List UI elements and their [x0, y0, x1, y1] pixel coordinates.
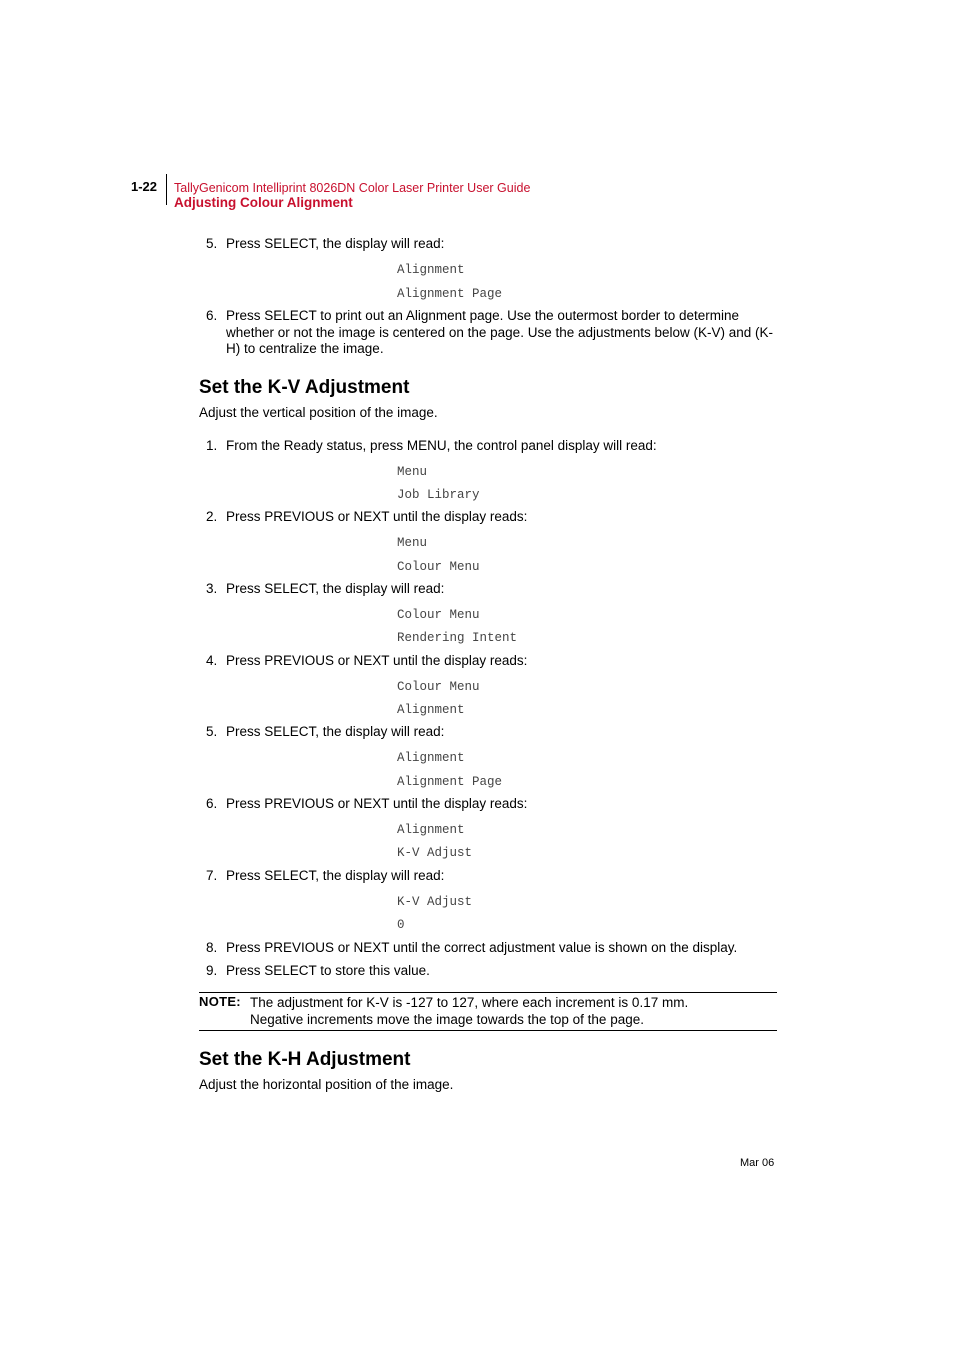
kv-heading: Set the K-V Adjustment: [199, 377, 410, 398]
display-line: Alignment: [397, 263, 465, 277]
note-label: NOTE:: [199, 994, 241, 1009]
step-text: Press PREVIOUS or NEXT until the display reads:: [226, 509, 528, 524]
step-text: Press SELECT, the display will read:: [226, 581, 445, 596]
kh-heading: Set the K-H Adjustment: [199, 1049, 411, 1070]
display-line: 0: [397, 918, 405, 932]
step-text: Press SELECT, the display will read:: [226, 868, 445, 883]
display-line: K-V Adjust: [397, 895, 473, 909]
step-number: 7.: [206, 868, 218, 883]
step-number: 3.: [206, 581, 218, 596]
note-line: The adjustment for K-V is -127 to 127, where each increment is 0.17 mm.: [250, 995, 689, 1010]
step-number: 9.: [206, 963, 218, 978]
step-text: Press PREVIOUS or NEXT until the display reads:: [226, 796, 528, 811]
display-line: Colour Menu: [397, 680, 480, 694]
step-number: 5.: [206, 236, 218, 251]
display-line: Menu: [397, 536, 428, 550]
guide-title: TallyGenicom Intelliprint 8026DN Color Laser Printer User Guide: [174, 181, 531, 195]
note-line: Negative increments move the image towards the top of the page.: [250, 1012, 644, 1027]
page-number: 1-22: [131, 179, 158, 194]
step-number: 8.: [206, 940, 218, 955]
kh-description: Adjust the horizontal position of the image.: [199, 1077, 454, 1092]
note-top-rule: [199, 992, 777, 993]
display-line: Colour Menu: [397, 560, 480, 574]
step-number: 5.: [206, 724, 218, 739]
footer-date: Mar 06: [740, 1157, 775, 1169]
display-line: Alignment: [397, 751, 465, 765]
step-text: Press SELECT, the display will read:: [226, 724, 445, 739]
display-line: Alignment Page: [397, 775, 503, 789]
step-text: Press PREVIOUS or NEXT until the correct adjustment value is shown on the display.: [226, 940, 738, 955]
step-text: From the Ready status, press MENU, the control panel display will read:: [226, 438, 657, 453]
step-text: Press SELECT to print out an Alignment page. Use the outermost border to determine whether or not the image is centered on the page. Use the adjustments below (K-V) and (K-H) to centralize the image.: [226, 308, 774, 356]
step-number: 4.: [206, 653, 218, 668]
header-divider: [166, 174, 167, 205]
step-text: Press SELECT to store this value.: [226, 963, 430, 978]
note-text: [250, 994, 688, 1028]
display-line: Rendering Intent: [397, 631, 518, 645]
display-line: Job Library: [397, 488, 480, 502]
note-bottom-rule: [199, 1030, 777, 1031]
section-title: Adjusting Colour Alignment: [174, 195, 353, 210]
step-number: 1.: [206, 438, 218, 453]
display-line: Alignment: [397, 823, 465, 837]
display-line: K-V Adjust: [397, 846, 473, 860]
display-line: Alignment: [397, 703, 465, 717]
step-text: Press SELECT, the display will read:: [226, 236, 445, 251]
display-line: Alignment Page: [397, 287, 503, 301]
step-number: 6.: [206, 308, 218, 323]
step-number: 6.: [206, 796, 218, 811]
step-text: Press PREVIOUS or NEXT until the display reads:: [226, 653, 528, 668]
display-line: Menu: [397, 465, 428, 479]
kv-description: Adjust the vertical position of the image.: [199, 405, 438, 420]
step-number: 2.: [206, 509, 218, 524]
display-line: Colour Menu: [397, 608, 480, 622]
